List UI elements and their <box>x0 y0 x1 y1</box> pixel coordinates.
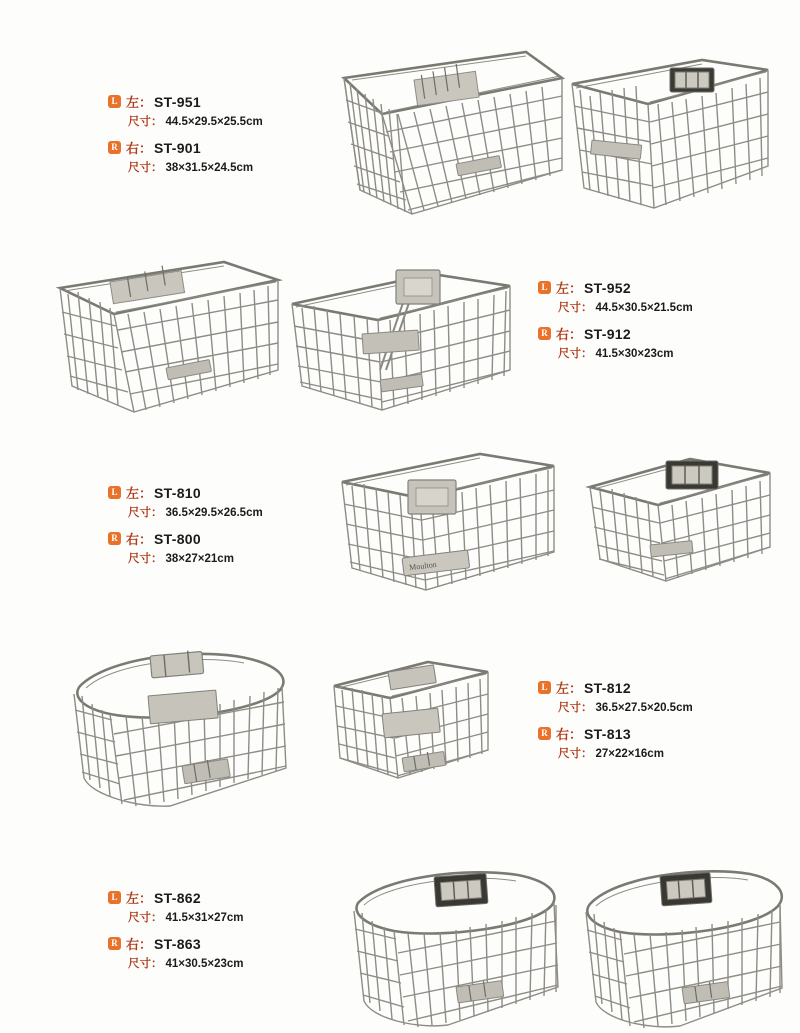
basket-st-810 <box>330 440 565 595</box>
model-number-left: ST-951 <box>154 93 201 110</box>
right-badge-icon: R <box>108 532 121 545</box>
dimension-label-left: 尺寸： <box>128 507 163 519</box>
dimension-value-left: 36.5×29.5×26.5cm <box>165 507 263 519</box>
left-badge-icon: L <box>108 486 121 499</box>
caption-group-4 <box>538 678 758 761</box>
dimension-label-left: 尺寸： <box>128 116 163 128</box>
side-label-left: 左： <box>126 95 153 110</box>
model-number-left: ST-952 <box>584 279 631 296</box>
caption-left-line <box>538 678 758 697</box>
basket-st-863 <box>566 852 788 1032</box>
dimension-left <box>558 299 758 315</box>
basket-st-812 <box>50 638 310 813</box>
side-label-left: 左： <box>126 486 153 501</box>
dimension-label-left: 尺寸： <box>558 302 593 314</box>
dimension-label-right: 尺寸： <box>128 162 163 174</box>
dimension-value-right: 27×22×16cm <box>595 748 664 760</box>
dimension-value-right: 41.5×30×23cm <box>595 348 674 360</box>
caption-right-line <box>108 934 328 953</box>
dimension-value-right: 41×30.5×23cm <box>165 958 244 970</box>
dimension-value-left: 44.5×29.5×25.5cm <box>165 116 263 128</box>
dimension-value-right: 38×31.5×24.5cm <box>165 162 254 174</box>
basket-st-862 <box>338 855 566 1030</box>
model-number-left: ST-862 <box>154 889 201 906</box>
side-label-left: 左： <box>126 891 153 906</box>
side-label-right: 右： <box>126 532 153 547</box>
model-number-right: ST-912 <box>584 325 631 342</box>
dimension-right <box>128 550 328 566</box>
basket-st-901 <box>562 48 777 213</box>
basket-st-813 <box>320 650 500 795</box>
caption-right-line <box>108 529 328 548</box>
dimension-value-left: 41.5×31×27cm <box>165 912 244 924</box>
dimension-right <box>558 345 758 361</box>
caption-left-line <box>108 483 328 502</box>
basket-st-912 <box>282 258 522 416</box>
dimension-label-right: 尺寸： <box>128 553 163 565</box>
side-label-right: 右： <box>556 727 583 742</box>
caption-group-5 <box>108 888 328 971</box>
dimension-left <box>558 699 758 715</box>
dimension-left <box>128 909 328 925</box>
side-label-right: 右： <box>556 327 583 342</box>
caption-left-line <box>108 92 328 111</box>
dimension-right <box>128 159 328 175</box>
dimension-label-left: 尺寸： <box>558 702 593 714</box>
dimension-label-right: 尺寸： <box>558 748 593 760</box>
left-badge-icon: L <box>538 681 551 694</box>
dimension-label-right: 尺寸： <box>558 348 593 360</box>
side-label-left: 左： <box>556 281 583 296</box>
caption-group-2 <box>538 278 758 361</box>
dimension-value-right: 38×27×21cm <box>165 553 234 565</box>
basket-st-952 <box>48 250 288 420</box>
right-badge-icon: R <box>108 937 121 950</box>
dimension-left <box>128 113 328 129</box>
caption-right-line <box>538 724 758 743</box>
caption-left-line <box>108 888 328 907</box>
caption-right-line <box>538 324 758 343</box>
right-badge-icon: R <box>108 141 121 154</box>
side-label-left: 左： <box>556 681 583 696</box>
dimension-value-left: 36.5×27.5×20.5cm <box>595 702 693 714</box>
model-number-left: ST-812 <box>584 679 631 696</box>
model-number-left: ST-810 <box>154 484 201 501</box>
caption-left-line <box>538 278 758 297</box>
left-badge-icon: L <box>108 891 121 904</box>
side-label-right: 右： <box>126 937 153 952</box>
model-number-right: ST-813 <box>584 725 631 742</box>
right-badge-icon: R <box>538 727 551 740</box>
left-badge-icon: L <box>108 95 121 108</box>
right-badge-icon: R <box>538 327 551 340</box>
basket-st-800 <box>582 443 777 588</box>
caption-right-line <box>108 138 328 157</box>
svg-text:Moulton: Moulton <box>408 559 438 573</box>
model-number-right: ST-863 <box>154 935 201 952</box>
dimension-value-left: 44.5×30.5×21.5cm <box>595 302 693 314</box>
dimension-label-right: 尺寸： <box>128 958 163 970</box>
dimension-right <box>128 955 328 971</box>
dimension-left <box>128 504 328 520</box>
basket-st-951 <box>330 42 570 217</box>
caption-group-3 <box>108 483 328 566</box>
dimension-label-left: 尺寸： <box>128 912 163 924</box>
side-label-right: 右： <box>126 141 153 156</box>
model-number-right: ST-901 <box>154 139 201 156</box>
model-number-right: ST-800 <box>154 530 201 547</box>
caption-group-1 <box>108 92 328 175</box>
dimension-right <box>558 745 758 761</box>
left-badge-icon: L <box>538 281 551 294</box>
